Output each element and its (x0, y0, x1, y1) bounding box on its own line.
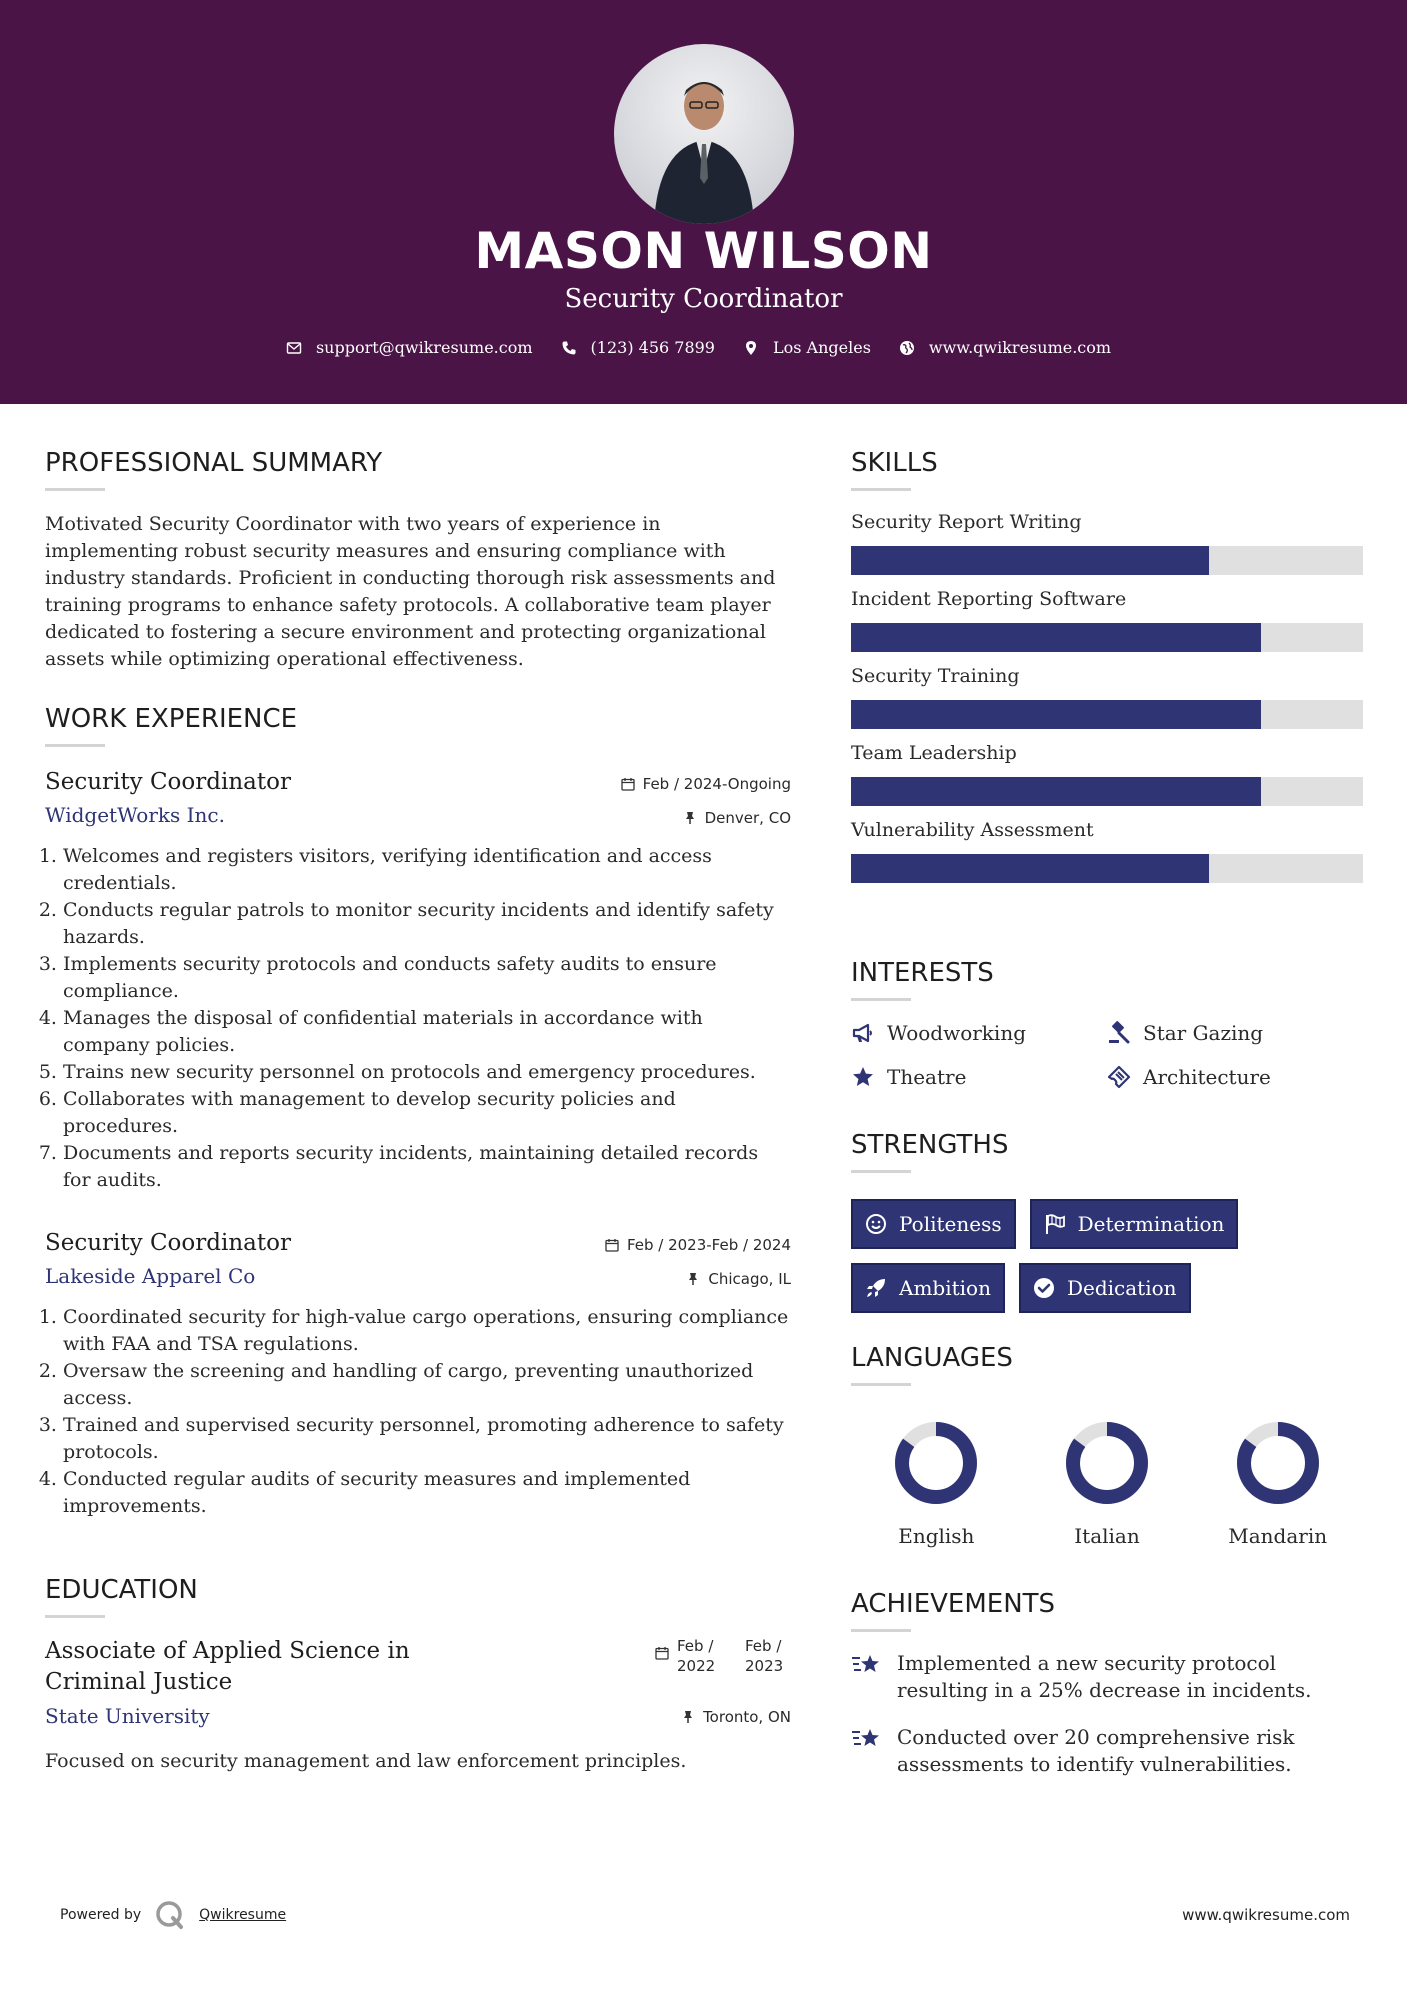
check-circle-icon (1033, 1277, 1055, 1299)
job-location (683, 809, 791, 827)
qwikresume-link[interactable]: Qwikresume (199, 1907, 287, 1923)
ticket-icon (1107, 1065, 1131, 1089)
summary-text: Motivated Security Coordinator with two years of experience in implementing robust security measures and ensuring compliance with industry standards. Proficient in conducting thorough risk assessments and training programs to enhance safety protocols. A collaborative team player dedicated to fostering a secure environment and protecting organizational assets while optimizing operational effectiveness. (45, 513, 776, 670)
list-item: 2. Oversaw the screening and handling of cargo, preventing unauthorized access. (63, 1358, 791, 1412)
skill-label: Incident Reporting Software (851, 588, 1127, 610)
heading-underline (851, 488, 911, 491)
qwikresume-logo-icon (155, 1900, 185, 1930)
strengths-heading: STRENGTHS (851, 1130, 1009, 1160)
strengths-section (851, 1130, 1363, 1313)
gavel-icon (1107, 1021, 1131, 1045)
skill-label: Team Leadership (851, 742, 1017, 764)
job-title: Security Coordinator (45, 1230, 291, 1256)
achievement-item (851, 1724, 1363, 1778)
phone-icon (561, 340, 577, 356)
contact-bar (0, 338, 1407, 357)
skill-bar (851, 854, 1363, 883)
job-dates (621, 775, 791, 793)
contact-website[interactable] (899, 338, 1111, 357)
job-duties-list (45, 843, 791, 1194)
rocket-icon (865, 1277, 887, 1299)
school-name: State University (45, 1704, 210, 1728)
footer-website-link[interactable]: www.qwikresume.com (1182, 1906, 1350, 1924)
education-dates (655, 1636, 791, 1676)
skill-item (851, 511, 1363, 575)
list-item: 2. Conducts regular patrols to monitor security incidents and identify safety hazards. (63, 897, 791, 951)
job-dates-text: Feb / 2024-Ongoing (642, 775, 791, 793)
summary-heading: PROFESSIONAL SUMMARY (45, 448, 383, 478)
strength-badge (851, 1199, 1016, 1249)
job-location-text: Denver, CO (704, 809, 791, 827)
language-label: English (898, 1524, 975, 1548)
pin-icon (683, 811, 697, 825)
list-item: 3. Trained and supervised security personnel, promoting adherence to safety protocols. (63, 1412, 791, 1466)
strengths-list (851, 1199, 1271, 1313)
interest-item (851, 1021, 1107, 1045)
candidate-title: Security Coordinator (564, 284, 843, 314)
achievement-item (851, 1650, 1363, 1704)
skill-item (851, 742, 1363, 806)
globe-icon (899, 340, 915, 356)
list-item: 7. Documents and reports security incidents, maintaining detailed records for audits. (63, 1140, 791, 1194)
strength-label: Determination (1077, 1212, 1225, 1236)
profile-photo (614, 44, 794, 224)
job-header (45, 769, 791, 827)
summary-section (45, 448, 791, 673)
skill-bar (851, 777, 1363, 806)
envelope-icon (286, 340, 302, 356)
languages-list (851, 1418, 1363, 1548)
skills-section (851, 448, 1363, 883)
list-item: 5. Trains new security personnel on protocols and emergency procedures. (63, 1059, 791, 1086)
person-portrait-icon (614, 44, 794, 224)
experience-heading: WORK EXPERIENCE (45, 704, 298, 734)
skill-bar (851, 546, 1363, 575)
skill-bar-fill (851, 854, 1209, 883)
education-start-date (655, 1636, 723, 1676)
language-donut (1233, 1418, 1323, 1508)
star-icon (851, 1065, 875, 1089)
skill-bar (851, 700, 1363, 729)
list-item: 1. Welcomes and registers visitors, verifying identification and access credentials. (63, 843, 791, 897)
skills-heading: SKILLS (851, 448, 938, 478)
heading-underline (45, 744, 105, 747)
education-section (45, 1575, 791, 1775)
skill-bar-fill (851, 700, 1261, 729)
heading-underline (45, 1615, 105, 1618)
job-location (686, 1270, 791, 1288)
heading-underline (851, 1170, 911, 1173)
shooting-star-icon (851, 1726, 883, 1752)
strength-badge (1019, 1263, 1191, 1313)
job-entry (45, 769, 791, 1194)
skills-list (851, 511, 1363, 883)
list-item: 4. Manages the disposal of confidential materials in accordance with company policies. (63, 1005, 791, 1059)
education-end-text: Feb / 2023 (745, 1637, 784, 1675)
interests-section (851, 958, 1363, 1089)
language-label: Italian (1074, 1524, 1140, 1548)
experience-section (45, 704, 791, 1520)
shooting-star-icon (851, 1652, 883, 1678)
calendar-icon (621, 777, 635, 791)
language-item (851, 1418, 1022, 1548)
calendar-icon (655, 1646, 669, 1660)
skill-item (851, 588, 1363, 652)
achievements-section (851, 1589, 1363, 1778)
education-entry (45, 1636, 791, 1756)
contact-phone-text: (123) 456 7899 (590, 338, 715, 357)
interest-label: Architecture (1143, 1065, 1271, 1089)
contact-email[interactable] (286, 338, 533, 357)
candidate-name: MASON WILSON (474, 222, 933, 280)
strength-label: Dedication (1066, 1276, 1177, 1300)
strength-label: Ambition (899, 1276, 991, 1300)
smile-icon (865, 1213, 887, 1235)
interest-label: Woodworking (887, 1021, 1027, 1045)
map-pin-icon (743, 340, 759, 356)
strength-label: Politeness (899, 1212, 1002, 1236)
skill-bar-fill (851, 777, 1261, 806)
education-heading: EDUCATION (45, 1575, 198, 1605)
strength-badge (1030, 1199, 1239, 1249)
list-item: 4. Conducted regular audits of security measures and implemented improvements. (63, 1466, 791, 1520)
languages-section (851, 1343, 1363, 1548)
interest-label: Theatre (887, 1065, 967, 1089)
interest-item (1107, 1065, 1363, 1089)
education-location-text: Toronto, ON (703, 1708, 791, 1726)
languages-heading: LANGUAGES (851, 1343, 1013, 1373)
pin-icon (681, 1710, 695, 1724)
heading-underline (851, 1629, 911, 1632)
calendar-icon (605, 1238, 619, 1252)
skill-bar (851, 623, 1363, 652)
job-dates-text: Feb / 2023-Feb / 2024 (626, 1236, 791, 1254)
education-location (681, 1708, 791, 1726)
skill-label: Security Report Writing (851, 511, 1082, 533)
job-company: WidgetWorks Inc. (45, 803, 225, 827)
strength-badge (851, 1263, 1005, 1313)
skill-bar-fill (851, 546, 1209, 575)
language-item (1192, 1418, 1363, 1548)
job-header (45, 1230, 791, 1288)
heading-underline (851, 998, 911, 1001)
language-label: Mandarin (1228, 1524, 1328, 1548)
skill-item (851, 819, 1363, 883)
interests-heading: INTERESTS (851, 958, 994, 988)
interest-label: Star Gazing (1143, 1021, 1264, 1045)
job-dates (605, 1236, 791, 1254)
job-company: Lakeside Apparel Co (45, 1264, 256, 1288)
skill-label: Vulnerability Assessment (851, 819, 1094, 841)
achievements-heading: ACHIEVEMENTS (851, 1589, 1056, 1619)
resume-header (0, 0, 1407, 404)
heading-underline (45, 488, 105, 491)
skill-label: Security Training (851, 665, 1020, 687)
contact-website-text: www.qwikresume.com (928, 338, 1112, 357)
contact-phone[interactable] (561, 338, 715, 357)
list-item: 3. Implements security protocols and conducts safety audits to ensure compliance. (63, 951, 791, 1005)
job-entry (45, 1230, 791, 1520)
footer-branding (60, 1900, 286, 1930)
education-description: Focused on security management and law enforcement principles. (45, 1750, 687, 1772)
job-location-text: Chicago, IL (708, 1270, 791, 1288)
language-donut (891, 1418, 981, 1508)
list-item: 1. Coordinated security for high-value cargo operations, ensuring compliance with FAA and TSA regulations. (63, 1304, 791, 1358)
heading-underline (851, 1383, 911, 1386)
contact-location-text: Los Angeles (772, 338, 871, 357)
job-duties-list (45, 1304, 791, 1520)
pin-icon (686, 1272, 700, 1286)
powered-by-label: Powered by (60, 1907, 142, 1923)
flag-icon (1044, 1213, 1066, 1235)
degree-title: Associate of Applied Science in Criminal Justice (45, 1638, 410, 1695)
interest-item (1107, 1021, 1363, 1045)
contact-email-text: support@qwikresume.com (315, 338, 533, 357)
interest-item (851, 1065, 1107, 1089)
education-start-text: Feb / 2022 (677, 1637, 716, 1675)
achievement-text: Implemented a new security protocol resulting in a 25% decrease in incidents. (897, 1651, 1312, 1702)
contact-location (743, 338, 871, 357)
language-donut (1062, 1418, 1152, 1508)
achievement-text: Conducted over 20 comprehensive risk assessments to identify vulnerabilities. (897, 1725, 1295, 1776)
skill-item (851, 665, 1363, 729)
megaphone-icon (851, 1021, 875, 1045)
language-item (1022, 1418, 1193, 1548)
skill-bar-fill (851, 623, 1261, 652)
interests-grid (851, 1021, 1363, 1089)
job-title: Security Coordinator (45, 769, 291, 795)
list-item: 6. Collaborates with management to develop security policies and procedures. (63, 1086, 791, 1140)
